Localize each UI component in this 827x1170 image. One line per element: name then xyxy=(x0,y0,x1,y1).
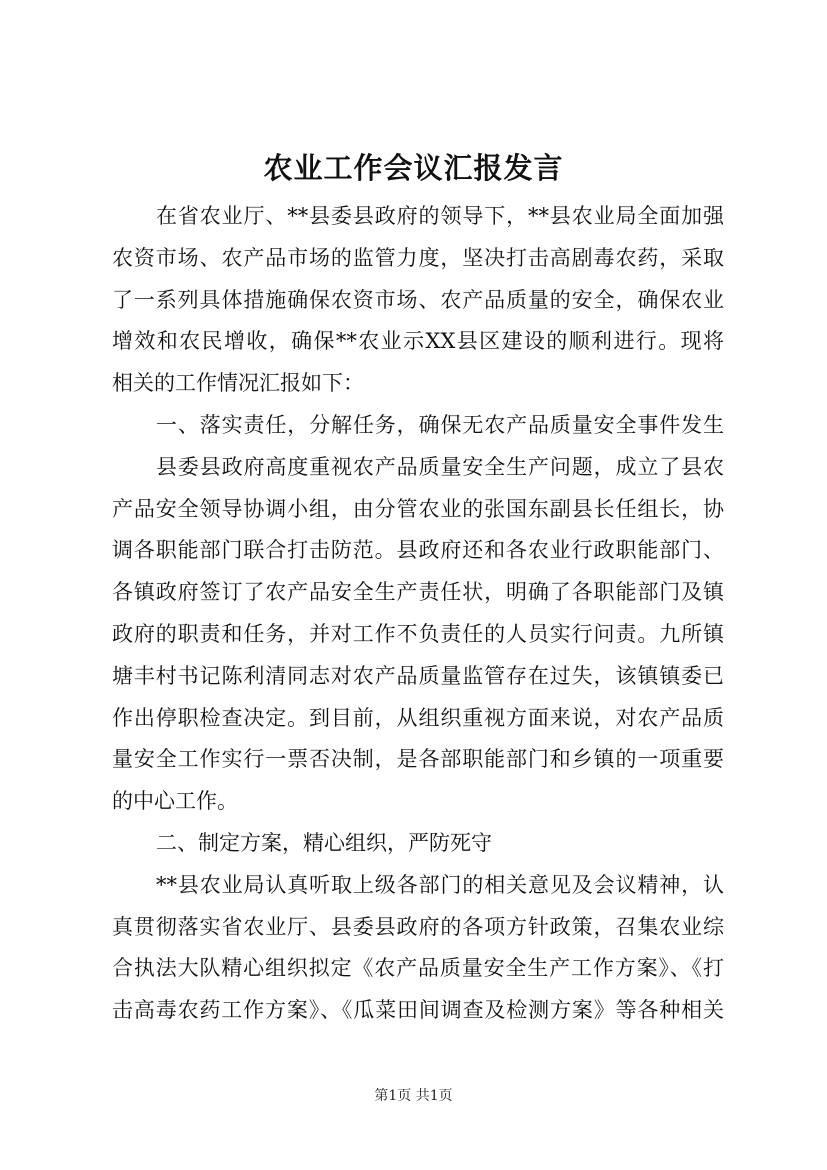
text-line: 了一系列具体措施确保农资市场、农产品质量的安全，确保农业 xyxy=(112,287,724,312)
document-title: 农业工作会议汇报发言 xyxy=(263,151,564,185)
text-line: 塘丰村书记陈利清同志对农产品质量监管存在过失，该镇镇委已 xyxy=(112,663,724,688)
text-line: 农资市场、农产品市场的监管力度，坚决打击高剧毒农药，采取 xyxy=(112,245,724,270)
text-line: 调各职能部门联合打击防范。县政府还和各农业行政职能部门、 xyxy=(112,538,724,563)
text-line: 真贯彻落实省农业厅、县委县政府的各项方针政策，召集农业综 xyxy=(112,914,724,939)
text-line: 各镇政府签订了农产品安全生产责任状，明确了各职能部门及镇 xyxy=(112,580,724,605)
text-line: 相关的工作情况汇报如下： xyxy=(112,371,364,396)
text-line: 一、落实责任，分解任务，确保无农产品质量安全事件发生 xyxy=(156,412,724,437)
text-line: 的中心工作。 xyxy=(112,789,238,814)
text-line: 量安全工作实行一票否决制，是各部职能部门和乡镇的一项重要 xyxy=(112,747,724,772)
page-footer: 第1页 共1页 xyxy=(374,1088,453,1104)
text-line: 击高毒农药工作方案》、《瓜菜田间调查及检测方案》等各种相关 xyxy=(112,998,724,1023)
text-line: 产品安全领导协调小组，由分管农业的张国东副县长任组长，协 xyxy=(112,496,724,521)
document-body xyxy=(112,196,724,1032)
text-line: 在省农业厅、**县委县政府的领导下，**县农业局全面加强 xyxy=(156,204,724,228)
text-line: 政府的职责和任务，并对工作不负责任的人员实行问责。九所镇 xyxy=(112,621,724,646)
text-line: 增效和农民增收，确保**农业示XX县区建设的顺利进行。现将 xyxy=(112,329,724,354)
text-line: 作出停职检查决定。到目前，从组织重视方面来说，对农产品质 xyxy=(112,705,724,730)
text-line: 县委县政府高度重视农产品质量安全生产问题，成立了县农 xyxy=(156,454,724,479)
text-line: **县农业局认真听取上级各部门的相关意见及会议精神，认 xyxy=(156,872,724,897)
text-line: 二、制定方案，精心组织，严防死守 xyxy=(156,830,492,855)
text-line: 合执法大队精心组织拟定《农产品质量安全生产工作方案》、《打 xyxy=(112,956,724,981)
